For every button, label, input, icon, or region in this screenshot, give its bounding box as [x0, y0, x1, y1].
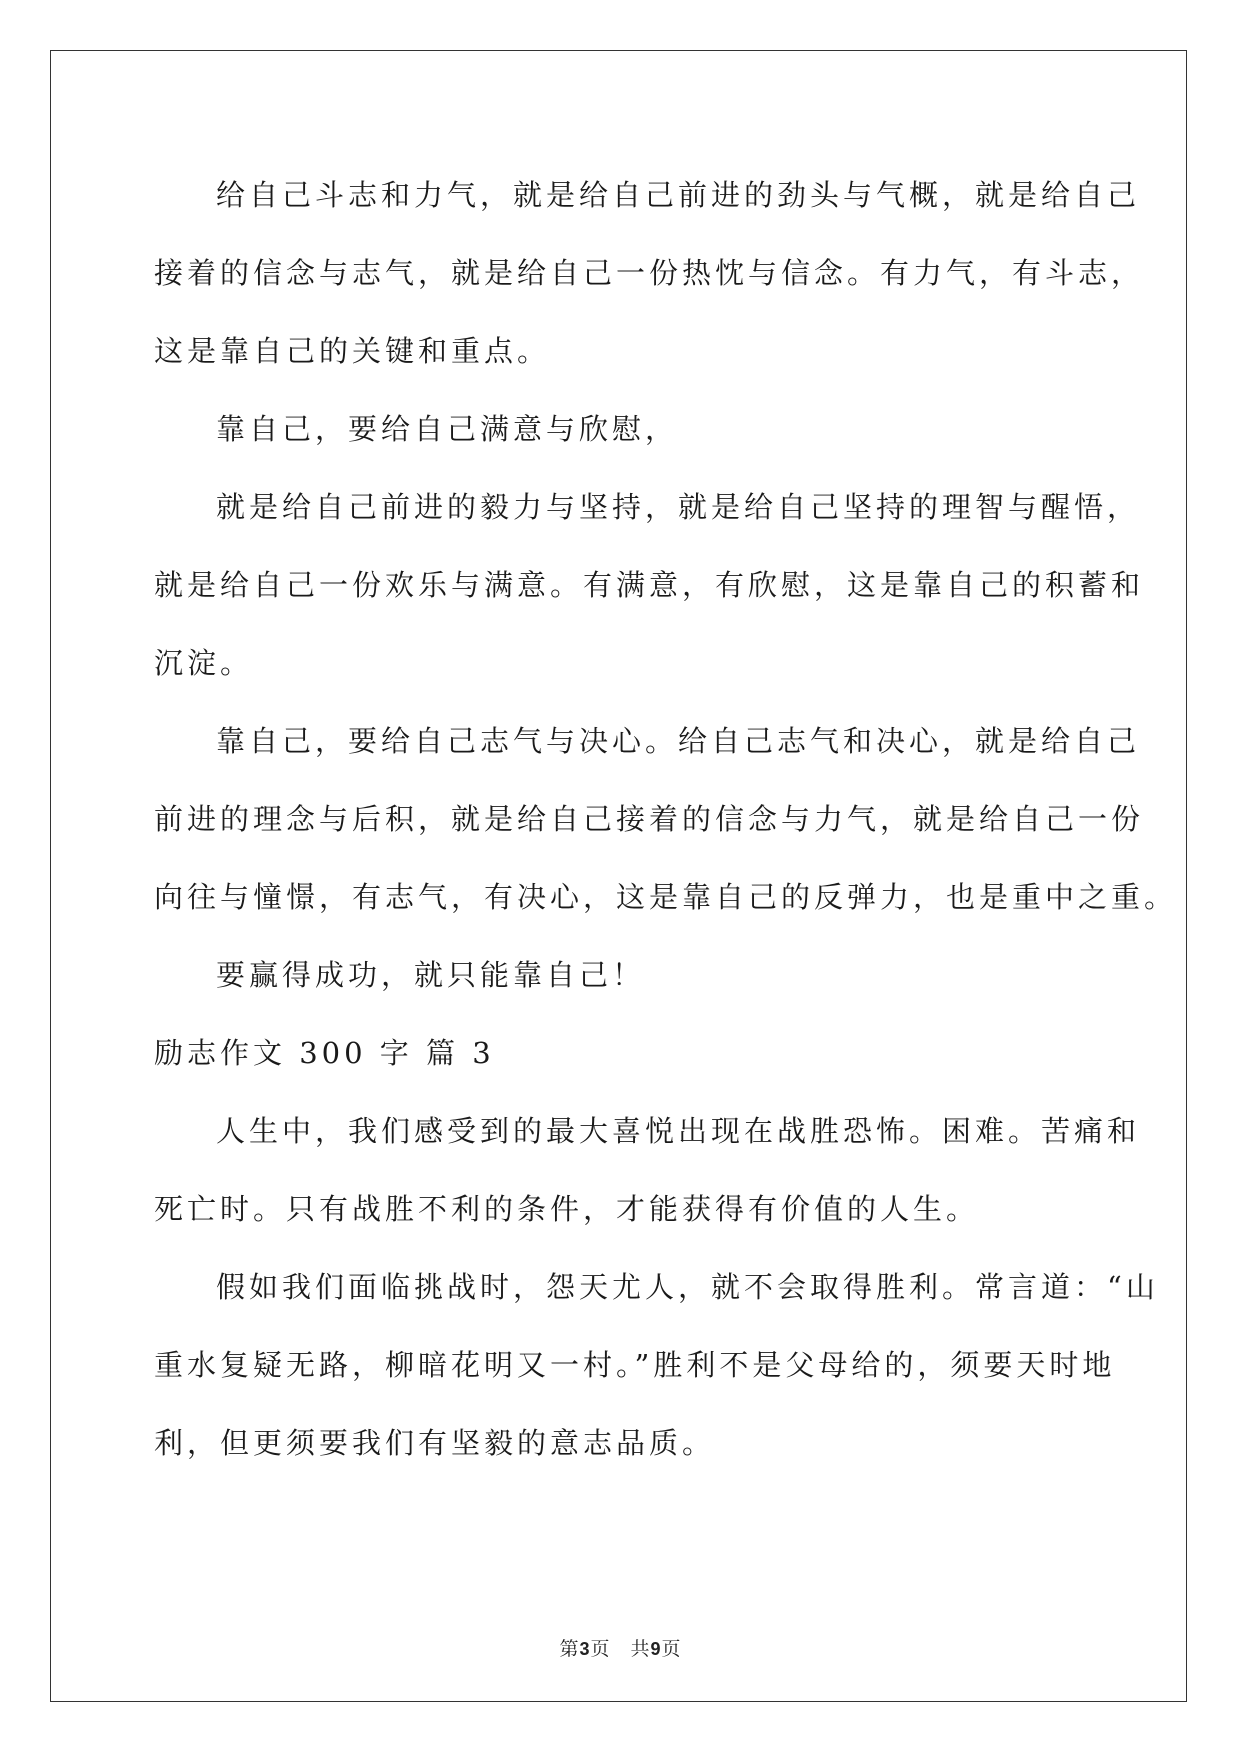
paragraph-line: 给自己斗志和力气，就是给自己前进的劲头与气概，就是给自己: [216, 178, 1141, 212]
footer-mid: 页 共: [590, 1638, 651, 1660]
paragraph-line: 接着的信念与志气，就是给自己一份热忱与信念。有力气，有斗志，: [154, 256, 1145, 290]
paragraph-line: 沉淀。: [154, 646, 254, 680]
paragraph-line: 死亡时。只有战胜不利的条件，才能获得有价值的人生。: [154, 1192, 980, 1226]
paragraph-line: 就是给自己前进的毅力与坚持，就是给自己坚持的理智与醒悟，: [216, 490, 1141, 524]
paragraph-line: 这是靠自己的关键和重点。: [154, 334, 551, 368]
paragraph-line: 利，但更须要我们有坚毅的意志品质。: [154, 1426, 716, 1460]
section-heading: 励志作文 300 字 篇 3: [154, 1036, 495, 1070]
total-page-count: 9: [650, 1639, 662, 1659]
paragraph-line: 靠自己，要给自己满意与欣慰，: [216, 412, 679, 446]
paragraph-line: 人生中，我们感受到的最大喜悦出现在战胜恐怖。困难。苦痛和: [216, 1114, 1141, 1148]
paragraph-line: 要赢得成功，就只能靠自己！: [216, 958, 646, 992]
page-footer: [0, 1634, 1241, 1661]
paragraph-line: 假如我们面临挑战时，怨天尤人，就不会取得胜利。常言道：“山: [216, 1270, 1159, 1304]
paragraph-line: 靠自己，要给自己志气与决心。给自己志气和决心，就是给自己: [216, 724, 1141, 758]
paragraph-line: 向往与憧憬，有志气，有决心，这是靠自己的反弹力，也是重中之重。: [154, 880, 1178, 914]
footer-suffix: 页: [661, 1638, 682, 1660]
paragraph-line: 就是给自己一份欢乐与满意。有满意，有欣慰，这是靠自己的积蓄和: [154, 568, 1145, 602]
footer-prefix: 第: [559, 1638, 580, 1660]
current-page-number: 3: [579, 1639, 591, 1659]
paragraph-line: 前进的理念与后积，就是给自己接着的信念与力气，就是给自己一份: [154, 802, 1145, 836]
paragraph-line: 重水复疑无路，柳暗花明又一村。”胜利不是父母给的，须要天时地: [154, 1348, 1116, 1382]
